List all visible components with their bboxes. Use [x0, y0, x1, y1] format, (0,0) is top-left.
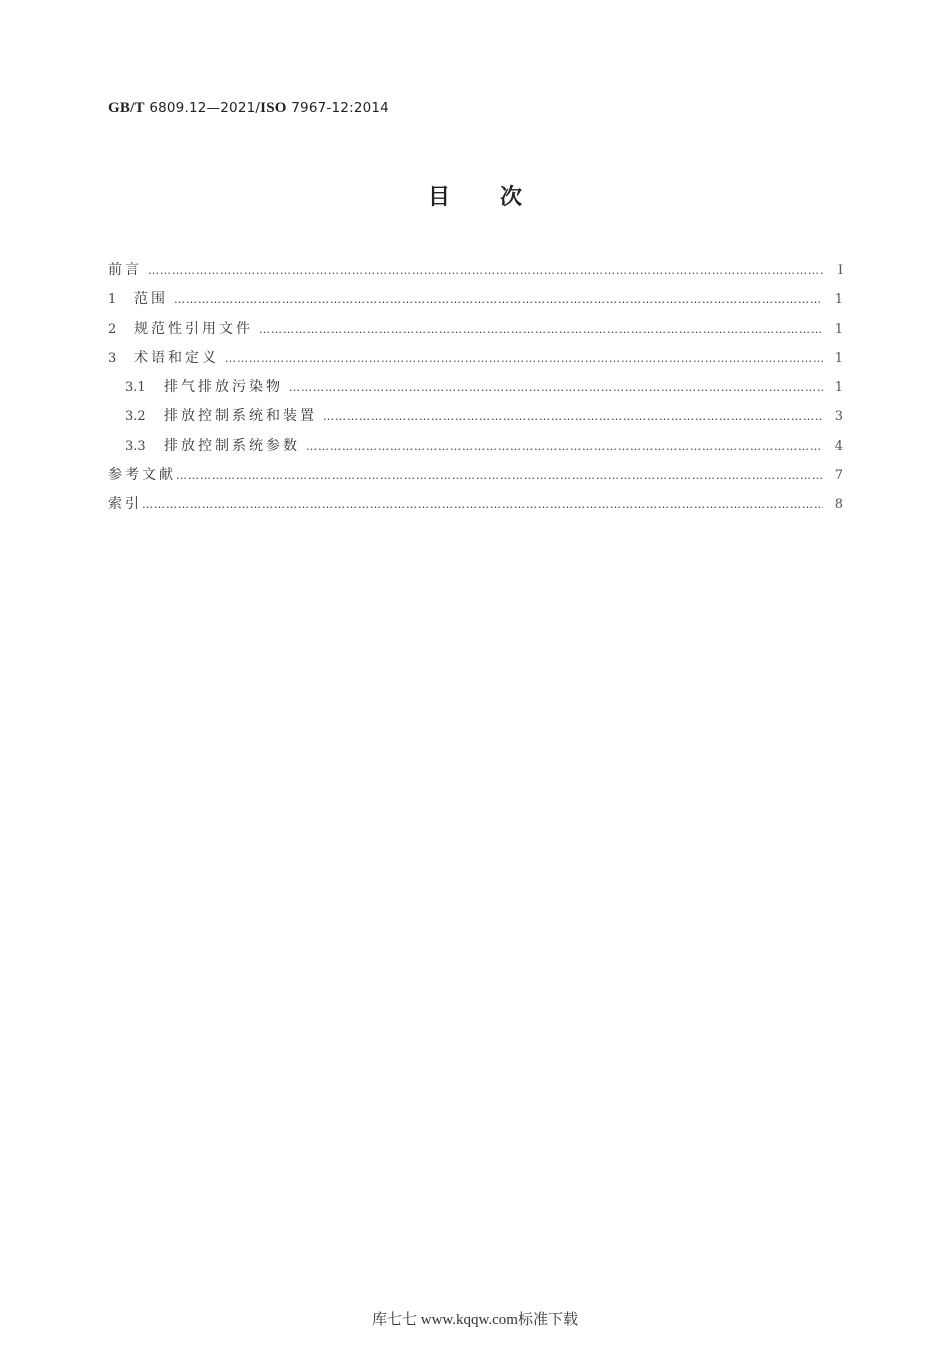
toc-label: 术语和定义 [134, 349, 219, 366]
dot-leader [174, 293, 823, 306]
toc-page-number: 4 [834, 438, 843, 454]
toc-entry-3-2[interactable] [108, 405, 843, 434]
toc-label: 规范性引用文件 [134, 320, 253, 337]
toc-entry-bibliography[interactable] [108, 464, 843, 493]
toc-page-number: Ⅰ [837, 263, 843, 278]
iso-number: 7967-12:2014 [291, 100, 389, 116]
toc-label: 范围 [134, 291, 168, 308]
toc-number: 3.2 [125, 409, 146, 425]
toc-page-number: 3 [834, 409, 843, 425]
toc-entry-foreword[interactable] [108, 259, 843, 288]
toc-number: 3.3 [125, 438, 146, 454]
toc-entry-3-3[interactable] [108, 435, 843, 464]
toc-label: 排放控制系统和装置 [164, 408, 317, 425]
iso-prefix: ISO [260, 100, 287, 116]
toc-label: 参考文献 [108, 467, 176, 484]
toc-entry-terms-definitions[interactable] [108, 347, 843, 376]
toc-label: 排气排放污染物 [164, 379, 283, 396]
toc-page-number: 8 [834, 497, 843, 513]
toc-page-number: 1 [834, 321, 843, 337]
title-char-2: 次 [500, 185, 523, 210]
standard-number: 6809.12—2021/ [149, 100, 261, 116]
toc-number: 3.1 [125, 380, 146, 396]
toc-label: 排放控制系统参数 [164, 437, 300, 454]
dot-leader [306, 440, 823, 453]
toc-page-number: 1 [834, 292, 843, 308]
toc-entry-index[interactable] [108, 493, 843, 522]
dot-leader [176, 469, 823, 482]
dot-leader [323, 410, 823, 423]
toc-entry-3-1[interactable] [108, 376, 843, 405]
dot-leader [259, 323, 823, 336]
toc-page-number: 7 [834, 468, 843, 484]
document-header [108, 100, 389, 117]
dot-leader [289, 381, 823, 394]
toc-entry-scope[interactable] [108, 288, 843, 317]
dot-leader [225, 352, 823, 365]
toc-number: 1 [108, 292, 117, 308]
toc-label: 索引 [108, 496, 142, 513]
dot-leader [142, 498, 823, 511]
toc-page-number: 1 [834, 380, 843, 396]
toc-number: 3 [108, 350, 117, 366]
dot-leader [148, 264, 823, 277]
footer-watermark: 库七七 www.kqqw.com标准下载 [372, 1312, 578, 1328]
toc-label: 前言 [108, 262, 142, 278]
page-title [0, 180, 950, 211]
title-char-1: 目 [427, 185, 450, 210]
toc-page-number: 1 [834, 350, 843, 366]
standard-prefix: GB/T [108, 100, 145, 116]
toc-number: 2 [108, 321, 117, 337]
table-of-contents [108, 259, 843, 523]
toc-entry-normative-references[interactable] [108, 318, 843, 347]
